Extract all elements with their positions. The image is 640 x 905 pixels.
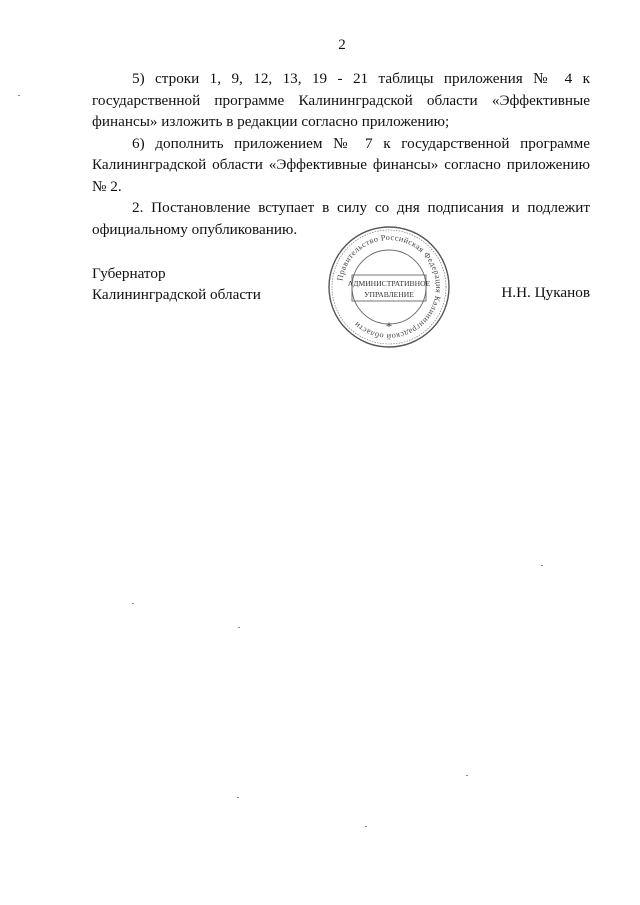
scan-speck xyxy=(238,627,240,628)
scan-speck xyxy=(466,775,468,776)
scan-speck xyxy=(18,95,20,96)
paragraph-item-5: 5) строки 1, 9, 12, 13, 19 - 21 таблицы приложения № 4 к государственной программе Калининградской области «Эффективные финансы» изложить в редакции согласно приложению; xyxy=(92,70,590,130)
paragraph-effective-date: 2. Постановление вступает в силу со дня подписания и подлежит официальному опубликованию. xyxy=(92,199,590,238)
seal-center-line1: АДМИНИСТРАТИВНОЕ xyxy=(347,279,431,288)
signer-title-line2: Калининградской области xyxy=(92,286,261,303)
signer-title-line1: Губернатор xyxy=(92,265,166,282)
seal-center-line2: УПРАВЛЕНИЕ xyxy=(364,290,414,299)
scan-speck xyxy=(132,603,134,604)
signer-name: Н.Н. Цуканов xyxy=(501,284,590,301)
official-seal-stamp xyxy=(325,223,453,351)
seal-outer-text: Правительство Российская Федерация Калининградской области xyxy=(335,232,444,342)
page-number: 2 xyxy=(338,37,346,53)
scan-speck xyxy=(237,797,239,798)
scan-speck xyxy=(541,565,543,566)
paragraph-item-6: 6) дополнить приложением № 7 к государственной программе Калининградской области «Эффективные финансы» согласно приложению № 2. xyxy=(92,134,590,195)
scan-speck xyxy=(365,826,367,827)
seal-star-icon: * xyxy=(385,319,393,334)
signature-block xyxy=(92,263,261,305)
document-body xyxy=(92,68,590,240)
